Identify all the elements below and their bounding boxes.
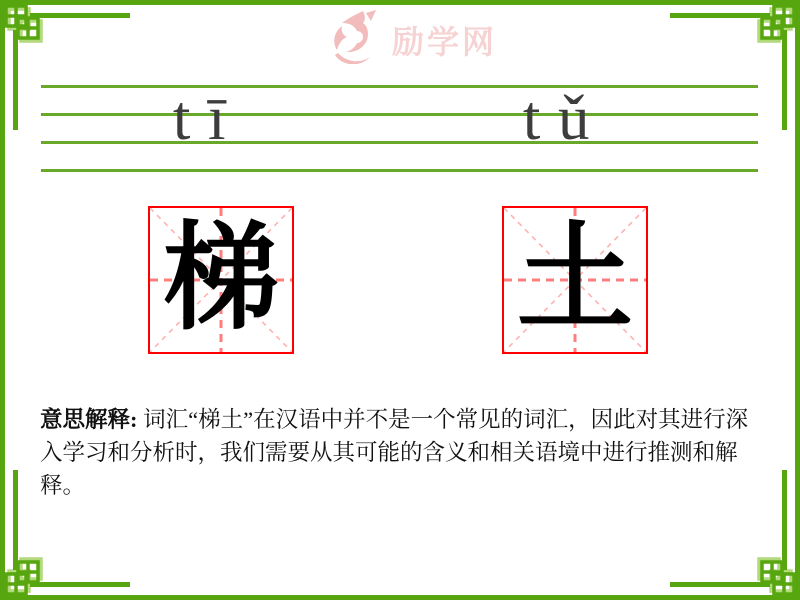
corner-fret-icon: [665, 465, 800, 600]
corner-fret-icon: [0, 0, 135, 135]
corner-fret-icon: [0, 465, 135, 600]
pinyin-word-ti: tī: [172, 83, 244, 153]
pinyin-grid-line: [41, 169, 758, 172]
definition-label: 意思解释:: [40, 407, 138, 432]
swirl-flame-icon: [330, 10, 386, 64]
character-box-tu: [502, 206, 648, 354]
corner-fret-icon: [665, 0, 800, 135]
definition-paragraph: [40, 403, 762, 502]
definition-body: 词汇“梯土”在汉语中并不是一个常见的词汇，因此对其进行深入学习和分析时，我们需要从其可能的含义和相关语境中进行推测和解释。: [40, 407, 749, 498]
brand-logo-text: 励学网: [392, 24, 498, 60]
character-glyph-ti: 梯: [163, 216, 279, 344]
character-glyph-tu: 土: [517, 216, 633, 344]
character-box-ti: [148, 206, 294, 354]
pinyin-word-tu: tǔ: [522, 83, 608, 153]
brand-logo: [330, 10, 497, 64]
